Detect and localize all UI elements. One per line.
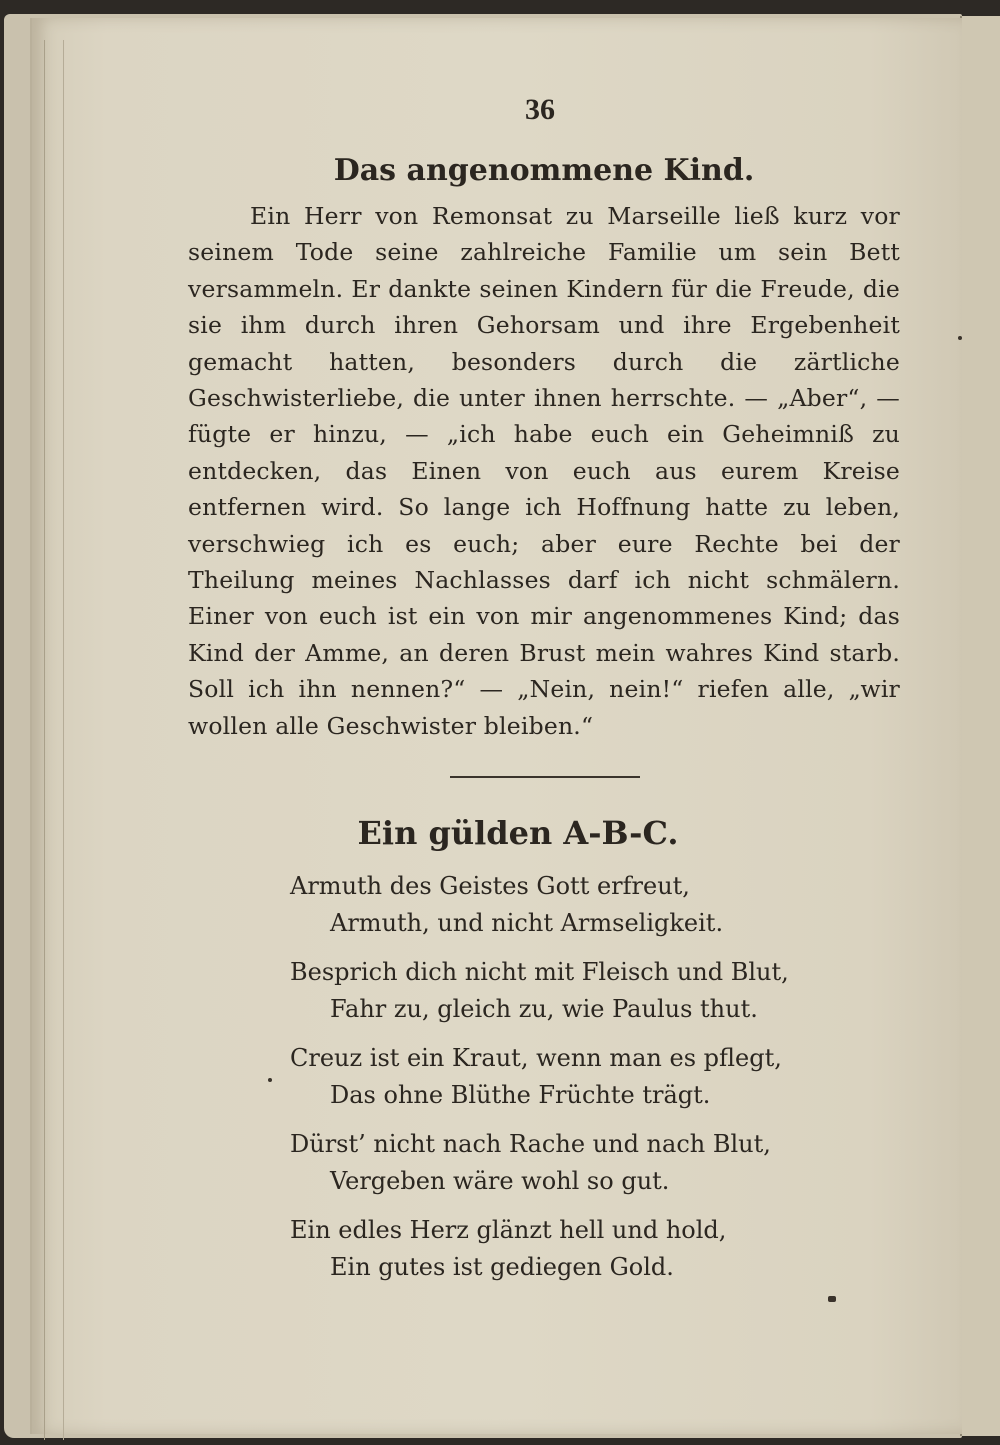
story-body: Ein Herr von Remonsat zu Marseille ließ kurz vor seinem Tode seine zahlreiche Familie um sein Bett versammeln. Er dankte seinen Kindern für die Freude, die sie ihm durch ihren Gehorsam und ihre Ergebenheit gemacht hatten, besonders durch die zärtliche Geschwisterliebe, die unter ihnen herrschte. — „Aber“, — fügte er hinzu, — „ich habe euch ein Geheimniß zu entdecken, das Einen von euch aus eurem Kreise entfernen wird. So lange ich Hoffnung hatte zu leben, verschwieg ich es euch; aber eure Rechte bei der Theilung meines Nachlasses darf ich nicht schmälern. Einer von euch ist ein von mir angenommenes Kind; das Kind der Amme, an deren Brust mein wahres Kind starb. Soll ich ihn nennen?“ — „Nein, nein!“ riefen alle, „wir wollen alle Geschwister bleiben.“ (188, 202, 900, 740)
ink-speck (828, 1296, 836, 1302)
poem-verse: Fahr zu, gleich zu, wie Paulus thut. (330, 995, 758, 1024)
adjacent-page-edge (960, 16, 1000, 1436)
poem-verse: Vergeben wäre wohl so gut. (330, 1167, 670, 1196)
poem-stanza (290, 1040, 920, 1114)
poem (290, 868, 920, 1286)
poem-stanza (290, 954, 920, 1028)
page-content (180, 88, 920, 1298)
poem-verse: Das ohne Blüthe Früchte trägt. (330, 1081, 711, 1110)
poem-stanza (290, 1126, 920, 1200)
story-title: Das angenommene Kind. (333, 153, 755, 188)
poem-title: Ein gülden A-B-C. (357, 814, 679, 853)
poem-verse: Armuth, und nicht Armseligkeit. (330, 909, 724, 938)
poem-verse: Ein edles Herz glänzt hell und hold, (290, 1216, 727, 1245)
poem-verse: Creuz ist ein Kraut, wenn man es pflegt, (290, 1044, 782, 1073)
ink-speck (958, 336, 962, 340)
page-number: 36 (525, 93, 555, 126)
stacked-page-edges (44, 40, 64, 1440)
poem-verse: Ein gutes ist gediegen Gold. (330, 1253, 674, 1282)
ink-speck (268, 1078, 272, 1082)
poem-stanza (290, 1212, 920, 1286)
poem-verse: Armuth des Geistes Gott erfreut, (290, 872, 690, 901)
poem-verse: Dürst’ nicht nach Rache und nach Blut, (290, 1130, 771, 1159)
poem-verse: Besprich dich nicht mit Fleisch und Blut, (290, 958, 789, 987)
poem-stanza (290, 868, 920, 942)
section-divider (450, 776, 640, 778)
